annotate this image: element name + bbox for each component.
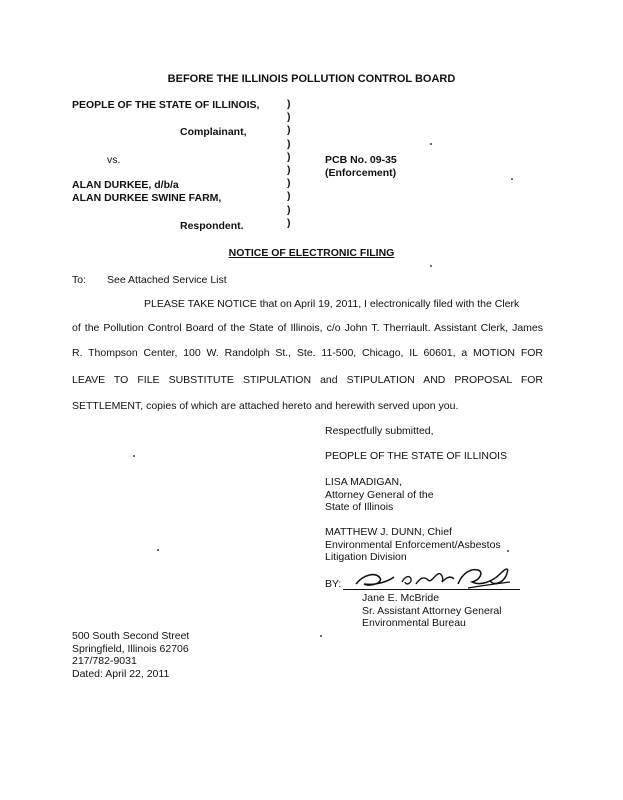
closing: Respectfully submitted,: [325, 425, 434, 437]
body-line-2: of the Pollution Control Board of the State of Illinois, c/o John T. Therriault. Assistant Clerk, James: [72, 322, 543, 334]
signer-line: Jane E. McBride: [362, 592, 440, 604]
scan-speck: [320, 635, 322, 637]
paren: ): [287, 98, 291, 110]
paren: ): [287, 190, 291, 203]
to-value: See Attached Service List: [107, 274, 227, 286]
signer-block: [362, 592, 502, 630]
paren: ): [287, 177, 291, 190]
address-line: 217/782-9031: [72, 655, 137, 667]
versus-label: vs.: [107, 154, 121, 166]
to-label: To:: [72, 274, 87, 286]
ag-line: Attorney General of the: [325, 488, 434, 501]
address-block: [72, 630, 189, 680]
division-chief-block: [325, 526, 501, 564]
paren: ): [287, 164, 291, 177]
body-line-1: PLEASE TAKE NOTICE that on April 19, 2011, I electronically filed with the Clerk: [144, 298, 520, 310]
defendant-line-2: ALAN DURKEE SWINE FARM,: [72, 192, 222, 204]
scan-speck: [157, 549, 159, 551]
body-line-4: LEAVE TO FILE SUBSTITUTE STIPULATION and STIPULATION AND PROPOSAL FOR: [72, 374, 543, 386]
paren: ): [287, 124, 291, 137]
address-line: Dated: April 22, 2011: [72, 667, 170, 680]
paren: ): [287, 111, 291, 124]
party-name: PEOPLE OF THE STATE OF ILLINOIS: [325, 450, 508, 462]
handwritten-signature: [350, 562, 520, 594]
case-type: (Enforcement): [325, 167, 397, 179]
body-line-5: SETTLEMENT, copies of which are attached hereto and herewith served upon you.: [72, 400, 459, 412]
notice-heading: NOTICE OF ELECTRONIC FILING: [228, 247, 395, 259]
address-line: Springfield, Illinois 62706: [72, 642, 189, 655]
defendant-line-1: ALAN DURKEE, d/b/a: [72, 179, 179, 191]
scan-speck: [430, 265, 432, 267]
caption-parentheses: [287, 98, 291, 230]
chief-line: Environmental Enforcement/Asbestos: [325, 538, 501, 551]
chief-line: Litigation Division: [325, 551, 407, 563]
paren: ): [287, 203, 291, 216]
paren: ): [287, 216, 291, 229]
scan-speck: [430, 143, 432, 145]
scan-speck: [133, 455, 135, 457]
ag-line: State of Illinois: [325, 501, 394, 513]
case-number: PCB No. 09-35: [325, 154, 397, 166]
address-line: 500 South Second Street: [72, 630, 190, 642]
complainant-label: Complainant,: [180, 126, 247, 138]
by-label: BY:: [325, 578, 342, 590]
court-title: BEFORE THE ILLINOIS POLLUTION CONTROL BOARD: [167, 73, 456, 85]
attorney-general-block: [325, 476, 434, 514]
scan-speck: [507, 550, 509, 552]
plaintiff-name: PEOPLE OF THE STATE OF ILLINOIS,: [72, 99, 260, 111]
signer-line: Environmental Bureau: [362, 617, 466, 629]
chief-line: MATTHEW J. DUNN, Chief: [325, 526, 452, 538]
ag-line: LISA MADIGAN,: [325, 476, 403, 488]
body-line-3: R. Thompson Center, 100 W. Randolph St., Ste. 11-500, Chicago, IL 60601, a MOTION FOR: [72, 347, 543, 359]
paren: ): [287, 137, 291, 150]
signer-line: Sr. Assistant Attorney General: [362, 604, 502, 617]
respondent-label: Respondent.: [180, 220, 244, 232]
scan-speck: [511, 178, 513, 180]
paren: ): [287, 150, 291, 163]
